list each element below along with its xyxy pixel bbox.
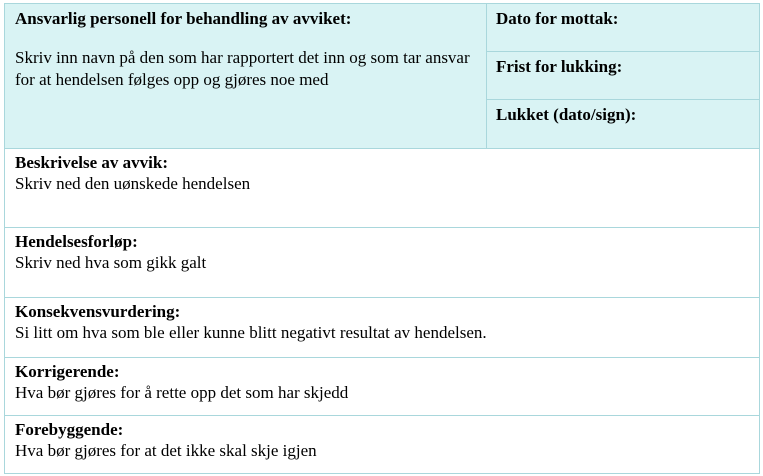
consequence-label: Konsekvensvurdering: [15,302,181,321]
closing-deadline-label: Frist for lukking: [496,57,623,76]
corrective-section[interactable] [4,358,760,416]
received-date-label: Dato for mottak: [496,9,619,28]
event-course-section[interactable] [4,228,760,298]
corrective-label: Korrigerende: [15,362,120,381]
closing-deadline-cell[interactable] [487,52,759,100]
consequence-text: Si litt om hva som ble eller kunne blitt negativt resultat av hendelsen. [15,323,487,342]
consequence-section[interactable] [4,298,760,358]
preventive-label: Forebyggende: [15,420,124,439]
event-course-label: Hendelsesforløp: [15,232,138,251]
responsible-cell[interactable] [5,4,487,148]
received-date-cell[interactable] [487,4,759,52]
description-label: Beskrivelse av avvik: [15,153,168,172]
responsible-label: Ansvarlig personell for behandling av avviket: [15,9,352,28]
event-course-text: Skriv ned hva som gikk galt [15,253,207,272]
description-section[interactable] [4,149,760,228]
preventive-text: Hva bør gjøres for at det ikke skal skje igjen [15,441,317,460]
description-text: Skriv ned den uønskede hendelsen [15,174,251,193]
status-column [487,4,759,148]
preventive-section[interactable] [4,416,760,474]
header-block [4,3,760,149]
corrective-text: Hva bør gjøres for å rette opp det som har skjedd [15,383,349,402]
responsible-description: Skriv inn navn på den som har rapportert det inn og som tar ansvar for at hendelsen følges opp og gjøres noe med [15,48,470,89]
closed-sign-cell[interactable] [487,100,759,148]
closed-sign-label: Lukket (dato/sign): [496,105,637,124]
